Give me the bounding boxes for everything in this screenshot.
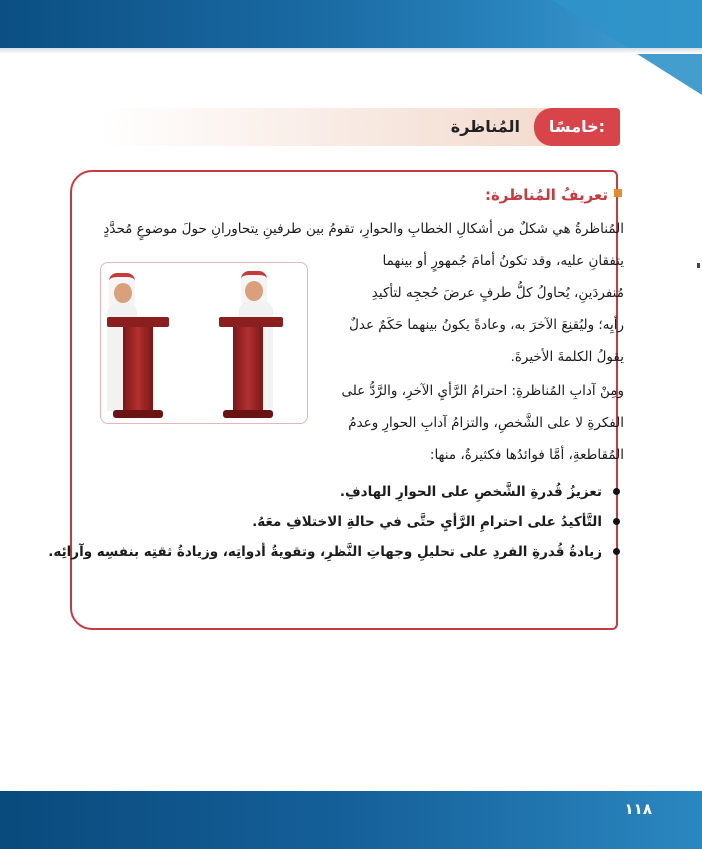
margin-mark xyxy=(697,263,700,268)
section-number-tag: خامسًا: xyxy=(534,108,620,146)
section-header xyxy=(100,108,620,146)
bullet-dot-icon xyxy=(613,548,620,555)
paragraph1-line-3: مُنفردَينِ، يُحاولُ كلُّ طرفٍ عرضَ حُججِه لتأكيدِ xyxy=(371,285,624,301)
paragraph1-line-4: رأيِه؛ وليُقنِعَ الآخرَ به، وعادةً يكونُ بينهما حَكَمٌ عدلٌ xyxy=(349,317,624,333)
right-podium-top xyxy=(219,317,283,327)
list-item: التَّأكيدُ على احترامِ الرَّأيِ حتَّى في حالةِ الاختلافِ معَهُ. xyxy=(48,507,620,537)
right-podium xyxy=(233,327,263,411)
page-number: ١١٨ xyxy=(624,800,652,818)
bottom-decorative-band xyxy=(0,791,702,849)
subheading: تعريفُ المُناظرة: xyxy=(484,186,608,204)
top-band-shadow xyxy=(0,48,702,54)
benefits-list xyxy=(48,477,620,567)
right-person-head xyxy=(245,281,263,301)
paragraph1-line-5: يقولُ الكلمةَ الأخيرةَ. xyxy=(510,349,624,365)
bullet-dot-icon xyxy=(613,518,620,525)
paragraph1-line-2: يتفقانِ عليه، وقد تكونُ أمامَ جُمهورٍ أو بينهما xyxy=(382,253,624,269)
subheading-bullet-icon xyxy=(614,189,622,197)
left-podium xyxy=(123,327,153,411)
list-item: زيادةُ قُدرةِ الفردِ على تحليلِ وجهاتِ النَّظرِ، وتقويةُ أدواتِه، وزيادةُ ثقتِه بنفسِه وآرائِه. xyxy=(48,537,620,567)
left-person-head xyxy=(114,283,132,303)
left-podium-top xyxy=(107,317,169,327)
list-item: تعزيزُ قُدرةِ الشَّخصِ على الحوارِ الهادفِ. xyxy=(48,477,620,507)
bullet-dot-icon xyxy=(613,488,620,495)
paragraph1-line-1: المُناظرةُ هي شكلٌ من أشكالِ الخطابِ والحوارِ، تقومُ بين طرفينِ يتحاورانِ حولَ موضوعٍ مُحدَّدٍ xyxy=(103,221,624,237)
paragraph2-line-2: الفكرةِ لا على الشَّخصِ، والتزامُ آدابِ الحوارِ وعدمُ xyxy=(348,415,624,431)
paragraph2-line-3: المُقاطعةِ، أمَّا فوائدُها فكثيرةٌ، منها: xyxy=(429,447,624,463)
debate-illustration xyxy=(100,262,308,424)
right-podium-base xyxy=(223,410,273,418)
paragraph2-line-1: ومِنْ آدابِ المُناظرةِ: احترامُ الرَّأيِ الآخرِ، والرَّدُّ على xyxy=(341,383,624,399)
left-podium-base xyxy=(113,410,163,418)
section-title: المُناظرة xyxy=(450,117,520,136)
